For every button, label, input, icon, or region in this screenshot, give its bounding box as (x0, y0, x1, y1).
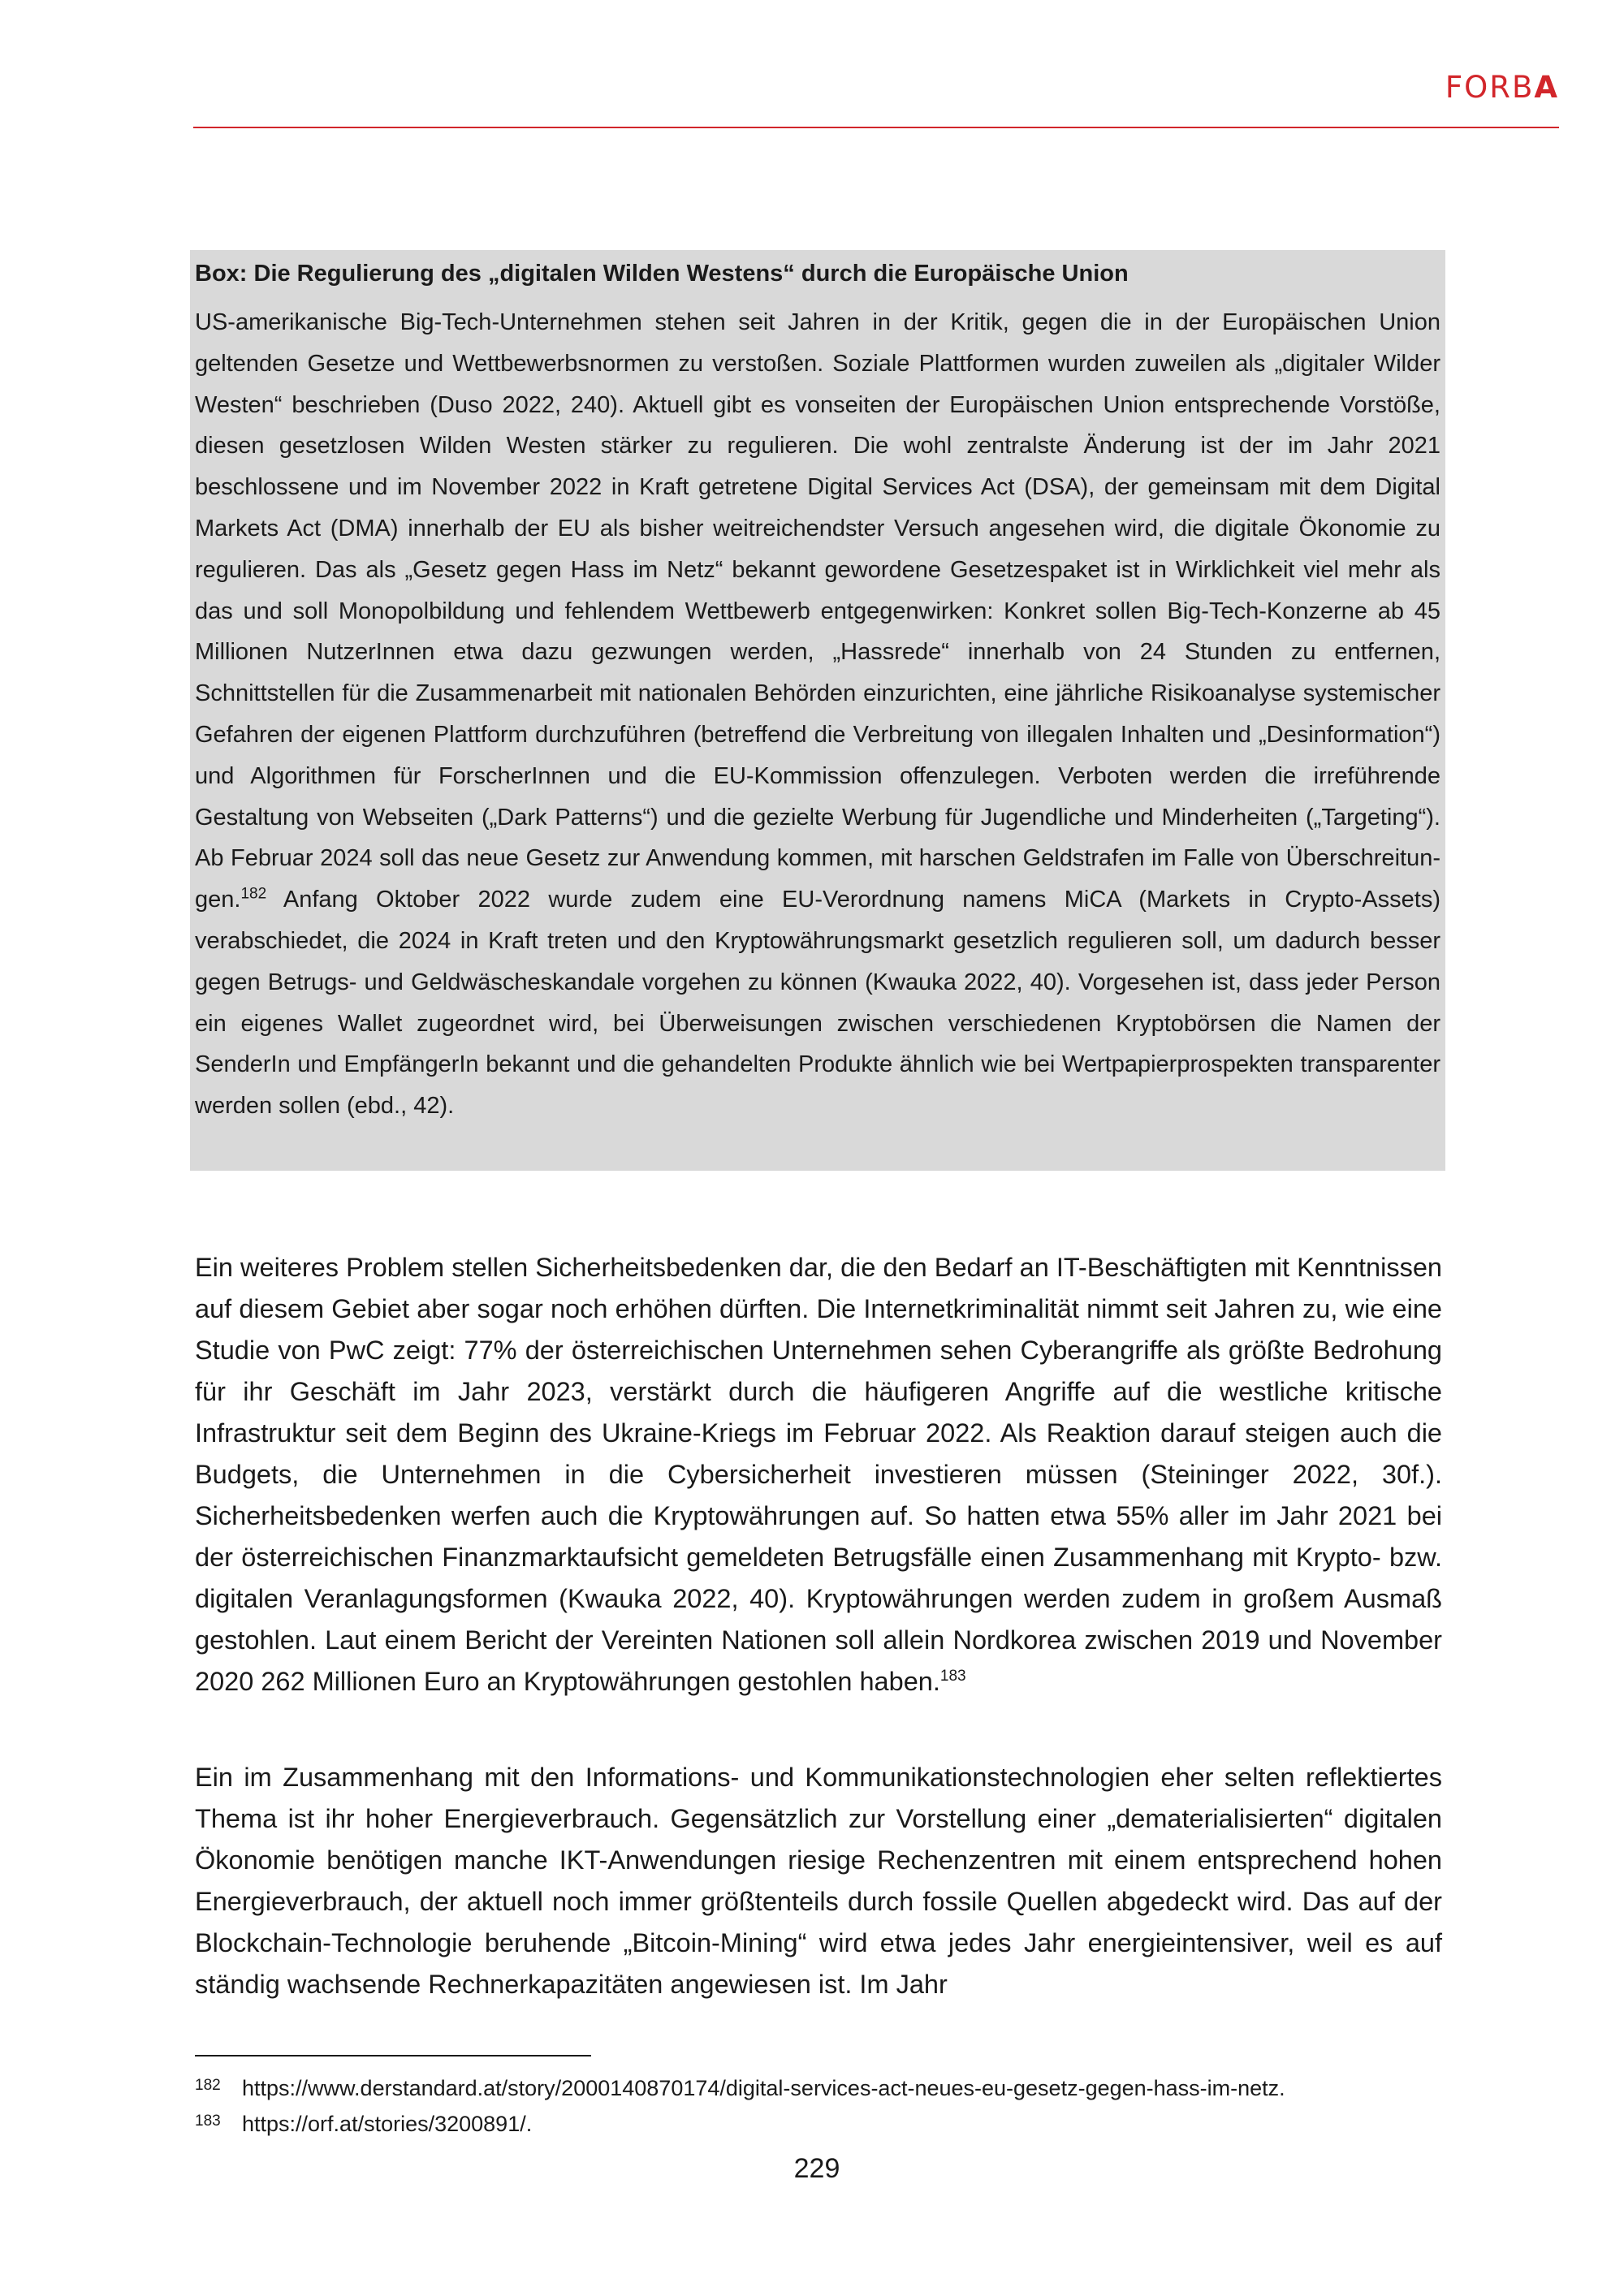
info-box (190, 250, 1445, 1171)
paragraph-security (195, 1247, 1442, 1703)
footnote-link[interactable]: https://orf.at/stories/3200891/. (242, 2112, 533, 2136)
footnote-ref-182[interactable]: 182 (240, 885, 267, 903)
footnote-number: 183 (195, 2113, 221, 2130)
footnote-number: 182 (195, 2077, 221, 2094)
footnote-link[interactable]: https://www.derstandard.at/story/2000140870174/digital-services-act-neues-eu-gesetz-gegen-hass-im-netz. (242, 2076, 1285, 2100)
header-divider (193, 127, 1559, 128)
paragraph-security-text: Ein weiteres Problem stellen Sicherheitsbedenken dar, die den Bedarf an IT-Beschäftigten mit Kenntnissen auf diesem Gebiet aber sogar noch erhöhen dürften. Die Internetkriminalität nimmt seit Jahren zu, wie eine Studie von PwC zeigt: 77% der österreichischen Unternehmen sehen Cyberangriffe als größte Bedrohung für ihr Geschäft im Jahr 2023, verstärkt durch die häufigeren Angriffe auf die westliche kritische Infrastruktur seit dem Beginn des Ukraine-Kriegs im Februar 2022. Als Reaktion darauf steigen auch die Budgets, die Unternehmen in die Cybersicherheit investieren müssen (Steininger 2022, 30f.). Sicherheitsbedenken werfen auch die Kryptowährungen auf. So hatten etwa 55% aller im Jahr 2021 bei der österreichischen Finanzmarktaufsicht gemeldeten Betrugsfälle einen Zusammenhang mit Krypto- bzw. digitalen Veranlagungsformen (Kwauka 2022, 40). Kryptowährungen werden zudem in großem Ausmaß gestohlen. Laut einem Bericht der Vereinten Nationen soll allein Nordkorea zwischen 2019 und November 2020 262 Millionen Euro an Kryptowährungen gestohlen haben. (195, 1253, 1442, 1696)
box-text (195, 302, 1440, 1127)
box-text-part2: Anfang Oktober 2022 wurde zudem eine EU-Verordnung namens MiCA (Markets in Crypto-Assets) verabschiedet, die 2024 in Kraft treten und den Kryptowährungsmarkt gesetzlich regulieren soll, um dadurch besser gegen Betrugs- und Geldwäscheskandale vorgehen zu können (Kwauka 2022, 40). Vorgesehen ist, dass jeder Person ein eigenes Wallet zugeordnet wird, bei Überweisungen zwischen verschiedenen Kryptobörsen die Namen der SenderIn und EmpfängerIn bekannt und die gehandelten Produkte ähnlich wie bei Wertpapierprospekten transparenter werden sollen (ebd., 42). (195, 887, 1440, 1120)
footnote-183 (195, 2109, 532, 2138)
footnote-182 (195, 2074, 1285, 2103)
box-text-part1: US-amerikanische Big-Tech-Unternehmen stehen seit Jahren in der Kritik, gegen die in der Europäischen Union geltenden Gesetze und Wettbewerbsnormen zu verstoßen. Soziale Plattformen wurden zuweilen als „digitaler Wilder Westen“ beschrieben (Duso 2022, 240). Aktuell gibt es vonseiten der Europäischen Union entsprechende Vorstöße, diesen gesetzlosen Wilden Westen stärker zu regulieren. Die wohl zentralste Änderung ist der im Jahr 2021 beschlossene und im November 2022 in Kraft getretene Digital Services Act (DSA), der gemeinsam mit dem Digital Markets Act (DMA) innerhalb der EU als bisher weitreichendster Versuch angesehen wird, die digitale Ökonomie zu regulieren. Das als „Gesetz gegen Hass im Netz“ bekannt gewordene Gesetzespaket ist in Wirklichkeit viel mehr als das und soll Monopolbildung und fehlendem Wettbewerb entgegenwirken: Konkret sollen Big-Tech-Konzerne ab 45 Millionen NutzerInnen etwa dazu gezwungen werden, „Hassrede“ innerhalb von 24 Stunden zu entfernen, Schnittstellen für die Zusammenarbeit mit nationalen Behörden einzurichten, eine jährliche Risikoanalyse systemischer Gefahren der eigenen Plattform durchzuführen (betreffend die Verbreitung von illegalen Inhalten und „Desinformation“) und Algorithmen für ForscherInnen und die EU-Kommission offenzulegen. Verboten werden die irreführende Gestaltung von Webseiten („Dark Patterns“) und die gezielte Werbung für Jugendliche und Minderheiten („Targeting“). Ab Februar 2024 soll das neue Gesetz zur Anwendung kommen, mit harschen Geldstrafen im Falle von Überschreitungen. (195, 309, 1440, 913)
logo-main: FORB (1445, 70, 1535, 105)
paragraph-energy: Ein im Zusammenhang mit den Informations- und Kommunikationstechnologien eher selten reflektiertes Thema ist ihr hoher Energieverbrauch. Gegensätzlich zur Vorstellung einer „dematerialisierten“ digitalen Ökonomie benötigen manche IKT-Anwendungen riesige Rechenzentren mit einem entsprechend hohen Energieverbrauch, der aktuell noch immer größtenteils durch fossile Quellen abgedeckt wird. Das auf der Blockchain-Technologie beruhende „Bitcoin-Mining“ wird etwa jedes Jahr energieintensiver, weil es auf ständig wachsende Rechnerkapazitäten angewiesen ist. Im Jahr (195, 1763, 1442, 1999)
forba-logo (1445, 70, 1559, 105)
logo-last-letter: A (1534, 70, 1559, 105)
page-number: 229 (793, 2153, 840, 2184)
footnote-divider (195, 2055, 591, 2056)
box-title: Box: Die Regulierung des „digitalen Wilden Westens“ durch die Europäische Union (195, 261, 1129, 287)
footnote-ref-183[interactable]: 183 (939, 1668, 966, 1685)
